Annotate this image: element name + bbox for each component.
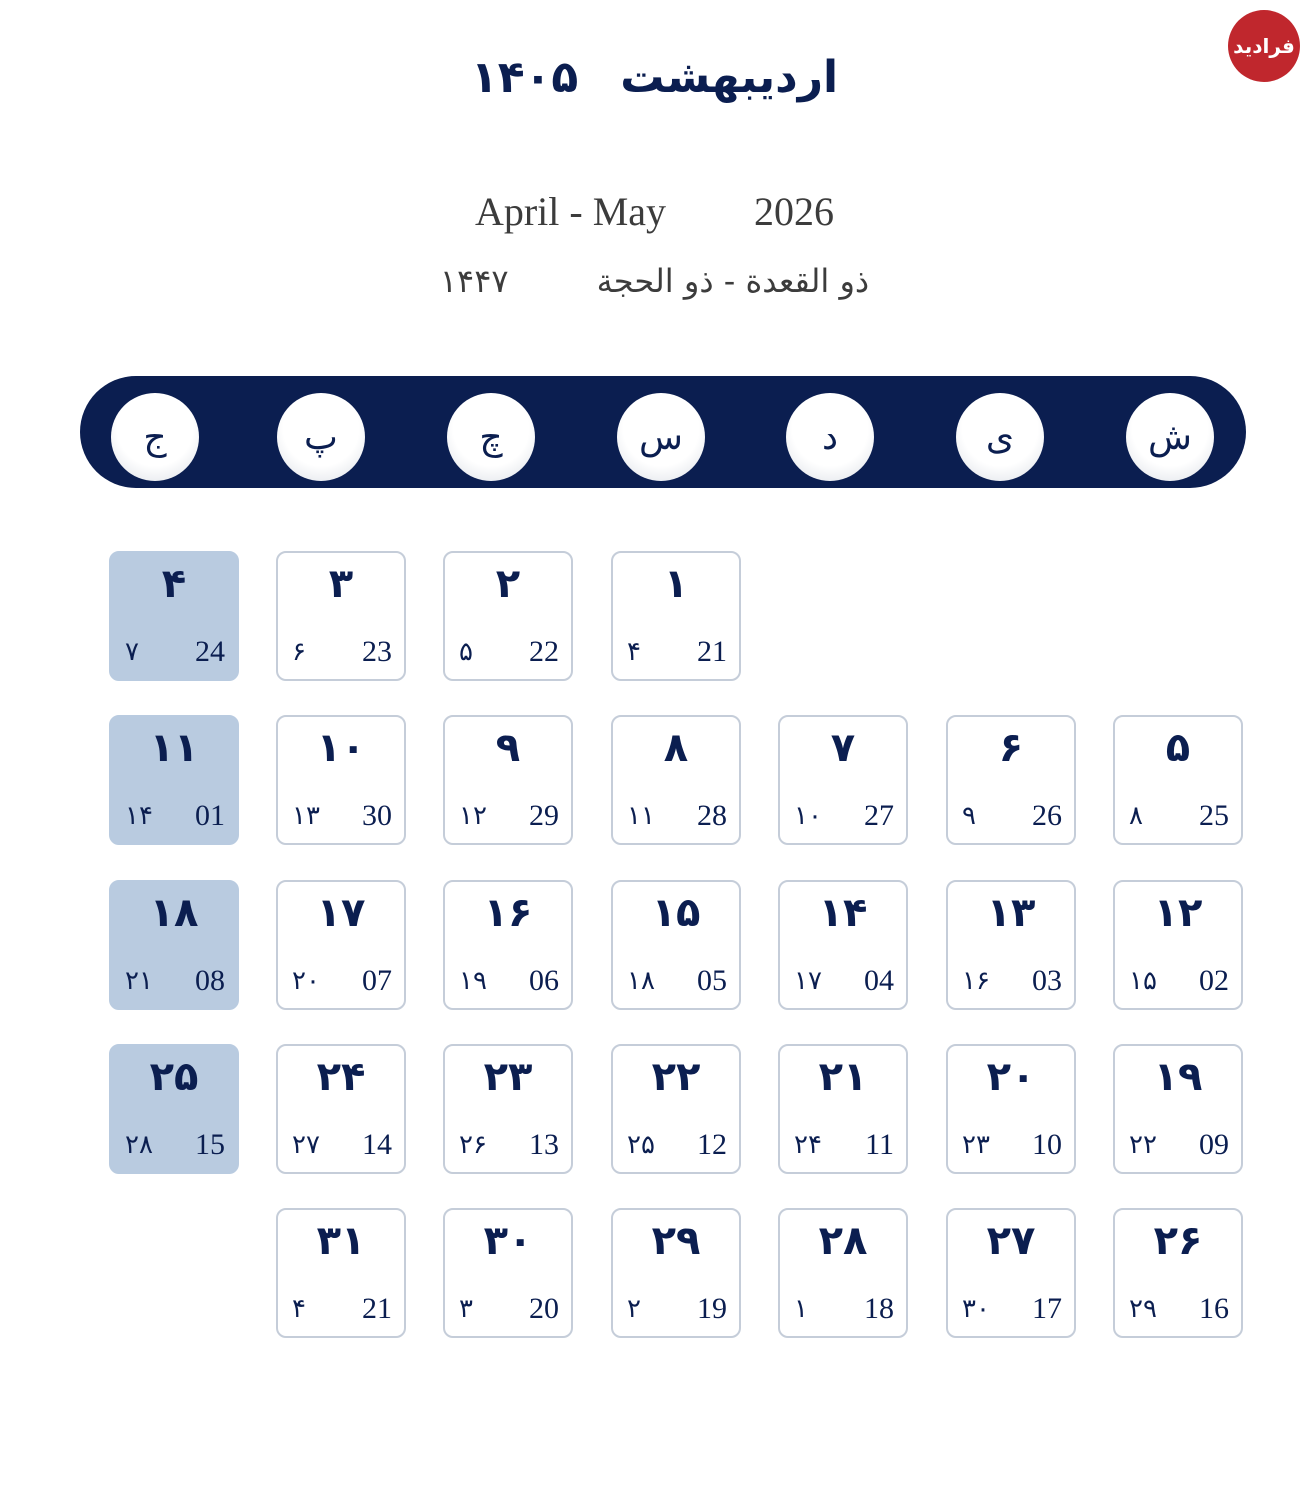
hijri-day-number: ۲۲ (1129, 1130, 1157, 1160)
persian-day-number: ۶ (998, 725, 1024, 771)
gregorian-day-number: 21 (362, 1292, 392, 1325)
persian-day-number: ۱۶ (483, 890, 533, 936)
hijri-day-number: ۷ (125, 637, 139, 667)
persian-day-number: ۱۳ (986, 890, 1036, 936)
day-cell[interactable] (443, 1044, 573, 1174)
day-cell[interactable] (276, 551, 406, 681)
hijri-day-number: ۲۹ (1129, 1294, 1157, 1324)
persian-day-number: ۲۴ (316, 1054, 366, 1100)
persian-month-name: اردیبهشت (620, 52, 839, 103)
gregorian-day-number: 04 (864, 964, 894, 997)
gregorian-day-number: 25 (1199, 799, 1229, 832)
weekday-header: د (786, 393, 874, 481)
hijri-day-number: ۵ (459, 637, 473, 667)
gregorian-day-number: 23 (362, 635, 392, 668)
day-cell[interactable] (611, 880, 741, 1010)
day-cell[interactable] (778, 880, 908, 1010)
day-cell[interactable] (276, 1044, 406, 1174)
weekday-header: ج (111, 393, 199, 481)
gregorian-day-number: 30 (362, 799, 392, 832)
gregorian-day-number: 21 (697, 635, 727, 668)
persian-day-number: ۱۹ (1153, 1054, 1203, 1100)
gregorian-day-number: 17 (1032, 1292, 1062, 1325)
hijri-day-number: ۲۰ (292, 966, 320, 996)
persian-day-number: ۲ (495, 561, 521, 607)
persian-day-number: ۱۷ (316, 890, 366, 936)
day-cell-holiday[interactable] (109, 880, 239, 1010)
persian-year: ۱۴۰۵ (470, 52, 579, 103)
persian-day-number: ۲۶ (1153, 1218, 1203, 1264)
weekday-header: ی (956, 393, 1044, 481)
gregorian-day-number: 27 (864, 799, 894, 832)
hijri-day-number: ۲۵ (627, 1130, 655, 1160)
gregorian-day-number: 09 (1199, 1128, 1229, 1161)
hijri-day-number: ۱۴ (125, 801, 153, 831)
hijri-day-number: ۱ (794, 1294, 808, 1324)
hijri-day-number: ۲۶ (459, 1130, 487, 1160)
day-cell[interactable] (443, 551, 573, 681)
persian-day-number: ۲۱ (818, 1054, 868, 1100)
gregorian-day-number: 13 (529, 1128, 559, 1161)
persian-day-number: ۲۰ (986, 1054, 1036, 1100)
persian-day-number: ۳ (328, 561, 354, 607)
persian-day-number: ۲۳ (483, 1054, 533, 1100)
persian-day-number: ۲۷ (986, 1218, 1036, 1264)
day-cell-holiday[interactable] (109, 1044, 239, 1174)
persian-day-number: ۷ (830, 725, 856, 771)
hijri-day-number: ۳۰ (962, 1294, 990, 1324)
weekday-header: پ (277, 393, 365, 481)
day-cell[interactable] (1113, 1044, 1243, 1174)
gregorian-day-number: 05 (697, 964, 727, 997)
day-cell[interactable] (778, 1044, 908, 1174)
gregorian-day-number: 07 (362, 964, 392, 997)
persian-day-number: ۱۸ (149, 890, 199, 936)
hijri-day-number: ۱۷ (794, 966, 822, 996)
persian-day-number: ۸ (663, 725, 689, 771)
hijri-day-number: ۴ (292, 1294, 306, 1324)
day-cell[interactable] (946, 1208, 1076, 1338)
persian-day-number: ۱۵ (651, 890, 701, 936)
gregorian-day-number: 28 (697, 799, 727, 832)
day-cell-holiday[interactable] (109, 551, 239, 681)
day-cell[interactable] (778, 715, 908, 845)
persian-day-number: ۵ (1165, 725, 1191, 771)
hijri-day-number: ۲۴ (794, 1130, 822, 1160)
gregorian-day-number: 18 (864, 1292, 894, 1325)
gregorian-day-number: 22 (529, 635, 559, 668)
gregorian-day-number: 20 (529, 1292, 559, 1325)
day-cell[interactable] (443, 880, 573, 1010)
gregorian-day-number: 08 (195, 964, 225, 997)
site-logo: فرادید (1228, 10, 1300, 82)
day-cell[interactable] (276, 880, 406, 1010)
gregorian-day-number: 12 (697, 1128, 727, 1161)
gregorian-day-number: 19 (697, 1292, 727, 1325)
hijri-day-number: ۲۸ (125, 1130, 153, 1160)
persian-day-number: ۲۵ (149, 1054, 199, 1100)
persian-day-number: ۱۴ (818, 890, 868, 936)
gregorian-year: 2026 (754, 189, 835, 234)
hijri-day-number: ۱۰ (794, 801, 822, 831)
weekday-header: چ (447, 393, 535, 481)
persian-day-number: ۲۸ (818, 1218, 868, 1264)
day-cell[interactable] (611, 1208, 741, 1338)
hijri-day-number: ۹ (962, 801, 976, 831)
day-cell[interactable] (276, 1208, 406, 1338)
hijri-year: ۱۴۴۷ (439, 262, 509, 300)
day-cell[interactable] (276, 715, 406, 845)
gregorian-day-number: 24 (195, 635, 225, 668)
day-cell[interactable] (611, 1044, 741, 1174)
hijri-day-number: ۱۲ (459, 801, 487, 831)
day-cell[interactable] (1113, 880, 1243, 1010)
day-cell[interactable] (443, 1208, 573, 1338)
day-cell[interactable] (778, 1208, 908, 1338)
day-cell[interactable] (1113, 715, 1243, 845)
gregorian-day-number: 26 (1032, 799, 1062, 832)
persian-day-number: ۱۱ (149, 725, 199, 771)
day-cell[interactable] (1113, 1208, 1243, 1338)
gregorian-day-number: 10 (1032, 1128, 1062, 1161)
gregorian-months: April - May (474, 189, 667, 234)
persian-day-number: ۴ (161, 561, 187, 607)
hijri-day-number: ۱۹ (459, 966, 487, 996)
gregorian-day-number: 14 (362, 1128, 392, 1161)
hijri-day-number: ۱۵ (1129, 966, 1157, 996)
hijri-day-number: ۱۳ (292, 801, 320, 831)
gregorian-day-number: 01 (195, 799, 225, 832)
persian-day-number: ۳۰ (483, 1218, 533, 1264)
hijri-day-number: ۱۶ (962, 966, 990, 996)
day-cell[interactable] (611, 715, 741, 845)
gregorian-day-number: 29 (529, 799, 559, 832)
hijri-day-number: ۶ (292, 637, 306, 667)
weekday-header: ش (1126, 393, 1214, 481)
hijri-day-number: ۲ (627, 1294, 641, 1324)
day-cell[interactable] (946, 1044, 1076, 1174)
hijri-day-number: ۲۱ (125, 966, 153, 996)
hijri-months: ذو القعدة - ذو الحجة (596, 262, 870, 300)
hijri-day-number: ۲۷ (292, 1130, 320, 1160)
persian-day-number: ۱۲ (1153, 890, 1203, 936)
gregorian-day-number: 15 (195, 1128, 225, 1161)
hijri-day-number: ۳ (459, 1294, 473, 1324)
persian-day-number: ۲۲ (651, 1054, 701, 1100)
hijri-day-number: ۴ (627, 637, 641, 667)
gregorian-day-number: 11 (865, 1128, 894, 1161)
gregorian-day-number: 06 (529, 964, 559, 997)
hijri-day-number: ۲۳ (962, 1130, 990, 1160)
weekday-header: س (617, 393, 705, 481)
persian-day-number: ۱۰ (316, 725, 366, 771)
gregorian-day-number: 03 (1032, 964, 1062, 997)
day-cell[interactable] (946, 880, 1076, 1010)
persian-day-number: ۹ (495, 725, 521, 771)
day-cell-holiday[interactable] (109, 715, 239, 845)
hijri-day-number: ۱۸ (627, 966, 655, 996)
persian-day-number: ۱ (663, 561, 689, 607)
day-cell[interactable] (611, 551, 741, 681)
persian-day-number: ۲۹ (651, 1218, 701, 1264)
day-cell[interactable] (443, 715, 573, 845)
hijri-day-number: ۱۱ (627, 801, 655, 831)
day-cell[interactable] (946, 715, 1076, 845)
gregorian-day-number: 16 (1199, 1292, 1229, 1325)
gregorian-day-number: 02 (1199, 964, 1229, 997)
hijri-day-number: ۸ (1129, 801, 1143, 831)
persian-day-number: ۳۱ (316, 1218, 366, 1264)
